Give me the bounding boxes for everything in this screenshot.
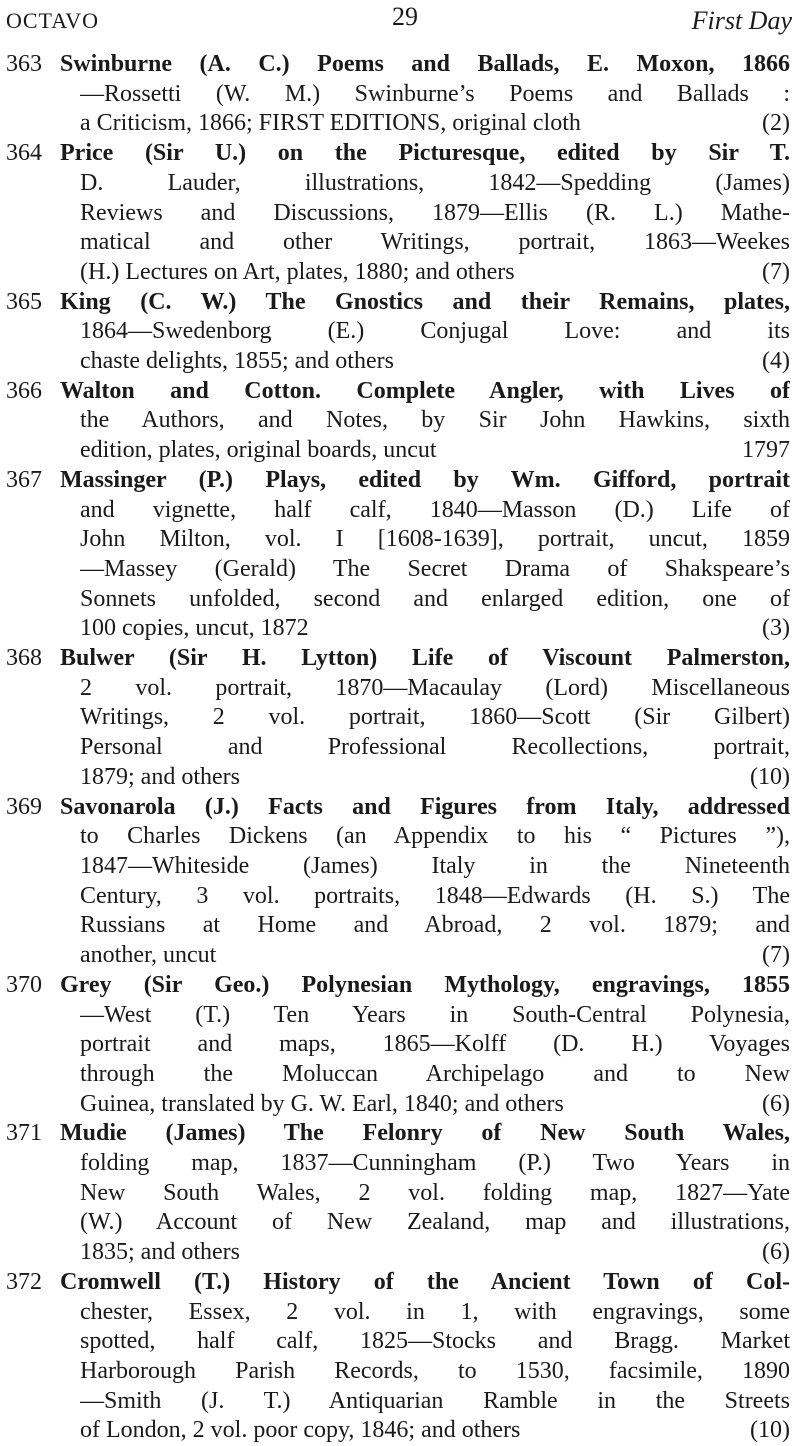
lot-number: 370 xyxy=(6,971,42,998)
lot-description-line: Personal and Professional Recollections, portrait, xyxy=(80,734,790,761)
lot-description-line: 2 vol. portrait, 1870—Macaulay (Lord) Miscellaneous xyxy=(80,674,790,701)
lot-number: 363 xyxy=(6,51,42,77)
lot-list xyxy=(0,50,800,1446)
lot-entry xyxy=(0,644,800,793)
lot-description-line: New South Wales, 2 vol. folding map, 1827—Yate xyxy=(80,1179,790,1206)
lot-title-line: Price (Sir U.) on the Picturesque, edited by Sir T. xyxy=(60,140,790,167)
running-header xyxy=(0,0,800,52)
lot-description-text: of London, 2 vol. poor copy, 1846; and others xyxy=(80,1417,521,1444)
lot-description-line: and vignette, half calf, 1840—Masson (D.) Life of xyxy=(80,496,790,523)
lot-title-line: King (C. W.) The Gnostics and their Remains, plates, xyxy=(60,288,790,315)
lot-entry xyxy=(0,793,800,971)
lot-description-text: another, uncut xyxy=(80,942,217,969)
lot-entry xyxy=(0,971,800,1120)
lot-number: 364 xyxy=(6,140,42,167)
lot-description-line: John Milton, vol. I [1608-1639], portrait, uncut, 1859 xyxy=(80,526,790,553)
lot-entry xyxy=(0,1119,800,1268)
lot-description-line: portrait and maps, 1865—Kolff (D. H.) Voyages xyxy=(80,1031,790,1058)
lot-description-line: —Smith (J. T.) Antiquarian Ramble in the Streets xyxy=(80,1387,790,1414)
lot-description-line: through the Moluccan Archipelago and to New xyxy=(80,1060,790,1087)
lot-title-line: Grey (Sir Geo.) Polynesian Mythology, engravings, 1855 xyxy=(60,971,790,998)
lot-count: (6) xyxy=(762,1090,790,1117)
lot-description-text: 100 copies, uncut, 1872 xyxy=(80,615,309,642)
lot-number: 367 xyxy=(6,466,42,493)
lot-count: (6) xyxy=(762,1239,790,1266)
lot-count: (2) xyxy=(762,110,790,137)
lot-title-line: Walton and Cotton. Complete Angler, with Lives of xyxy=(60,377,790,404)
lot-description-line: Sonnets unfolded, second and enlarged edition, one of xyxy=(80,585,790,612)
lot-number: 372 xyxy=(6,1268,42,1295)
lot-entry xyxy=(0,466,800,644)
lot-description-line: Russians at Home and Abroad, 2 vol. 1879; and xyxy=(80,912,790,939)
lot-description-line: Writings, 2 vol. portrait, 1860—Scott (Sir Gilbert) xyxy=(80,704,790,731)
header-format: OCTAVO xyxy=(6,8,100,33)
lot-description-line: the Authors, and Notes, by Sir John Hawkins, sixth xyxy=(80,407,790,434)
lot-entry xyxy=(0,1268,800,1446)
lot-description-line: Reviews and Discussions, 1879—Ellis (R. L.) Mathe- xyxy=(80,199,790,226)
lot-count: 1797 xyxy=(742,437,790,464)
lot-description-line: spotted, half calf, 1825—Stocks and Bragg. Market xyxy=(80,1328,790,1355)
lot-description-text: Guinea, translated by G. W. Earl, 1840; and others xyxy=(80,1090,564,1117)
lot-description-line: 1864—Swedenborg (E.) Conjugal Love: and its xyxy=(80,318,790,345)
lot-description-line xyxy=(80,347,790,377)
lot-description-line: —Rossetti (W. M.) Swinburne’s Poems and Ballads : xyxy=(80,80,790,107)
lot-description-text: chaste delights, 1855; and others xyxy=(80,348,394,375)
page-number: 29 xyxy=(392,2,418,31)
lot-number: 366 xyxy=(6,377,42,404)
lot-title-line: Bulwer (Sir H. Lytton) Life of Viscount Palmerston, xyxy=(60,645,790,672)
lot-description-line xyxy=(80,1090,790,1120)
lot-description-text: (H.) Lectures on Art, plates, 1880; and others xyxy=(80,258,515,285)
lot-count: (4) xyxy=(762,348,790,375)
lot-title-line: Cromwell (T.) History of the Ancient Town of Col- xyxy=(60,1268,790,1295)
lot-number: 365 xyxy=(6,288,42,315)
lot-description-text: 1879; and others xyxy=(80,763,240,790)
lot-description-line xyxy=(80,258,790,288)
lot-description-line: to Charles Dickens (an Appendix to his “ Pictures ”), xyxy=(80,823,790,850)
lot-description-line xyxy=(80,1238,790,1268)
lot-description-text: a Criticism, 1866; FIRST EDITIONS, original cloth xyxy=(80,110,581,137)
lot-count: (10) xyxy=(750,1417,790,1444)
lot-title-line: Mudie (James) The Felonry of New South Wales, xyxy=(60,1120,790,1147)
lot-description-line: —Massey (Gerald) The Secret Drama of Shakspeare’s xyxy=(80,555,790,582)
lot-count: (7) xyxy=(762,942,790,969)
lot-number: 369 xyxy=(6,793,42,820)
lot-count: (3) xyxy=(762,615,790,642)
lot-description-line xyxy=(80,109,790,139)
lot-count: (10) xyxy=(750,763,790,790)
lot-entry xyxy=(0,139,800,288)
lot-description-line xyxy=(80,1416,790,1446)
lot-description-line: 1847—Whiteside (James) Italy in the Nineteenth xyxy=(80,852,790,879)
lot-title-line: Swinburne (A. C.) Poems and Ballads, E. Moxon, 1866 xyxy=(60,51,790,77)
header-day: First Day xyxy=(691,6,792,35)
lot-description-line: D. Lauder, illustrations, 1842—Spedding (James) xyxy=(80,169,790,196)
lot-description-line: Century, 3 vol. portraits, 1848—Edwards (H. S.) The xyxy=(80,882,790,909)
lot-description-text: 1835; and others xyxy=(80,1239,240,1266)
lot-description-line: folding map, 1837—Cunningham (P.) Two Years in xyxy=(80,1150,790,1177)
lot-description-line: matical and other Writings, portrait, 1863—Weekes xyxy=(80,229,790,256)
lot-number: 371 xyxy=(6,1120,42,1147)
lot-description-line: (W.) Account of New Zealand, map and illustrations, xyxy=(80,1209,790,1236)
lot-description-text: edition, plates, original boards, uncut xyxy=(80,437,437,464)
lot-description-line xyxy=(80,436,790,466)
lot-description-line: Harborough Parish Records, to 1530, facsimile, 1890 xyxy=(80,1357,790,1384)
lot-description-line: —West (T.) Ten Years in South-Central Polynesia, xyxy=(80,1001,790,1028)
lot-entry xyxy=(0,50,800,139)
lot-description-line xyxy=(80,941,790,971)
lot-entry xyxy=(0,288,800,377)
lot-description-line xyxy=(80,614,790,644)
lot-entry xyxy=(0,377,800,466)
lot-count: (7) xyxy=(762,258,790,285)
lot-title-line: Massinger (P.) Plays, edited by Wm. Gifford, portrait xyxy=(60,466,790,493)
lot-description-line xyxy=(80,763,790,793)
lot-number: 368 xyxy=(6,645,42,672)
lot-description-line: chester, Essex, 2 vol. in 1, with engravings, some xyxy=(80,1298,790,1325)
lot-title-line: Savonarola (J.) Facts and Figures from Italy, addressed xyxy=(60,793,790,820)
